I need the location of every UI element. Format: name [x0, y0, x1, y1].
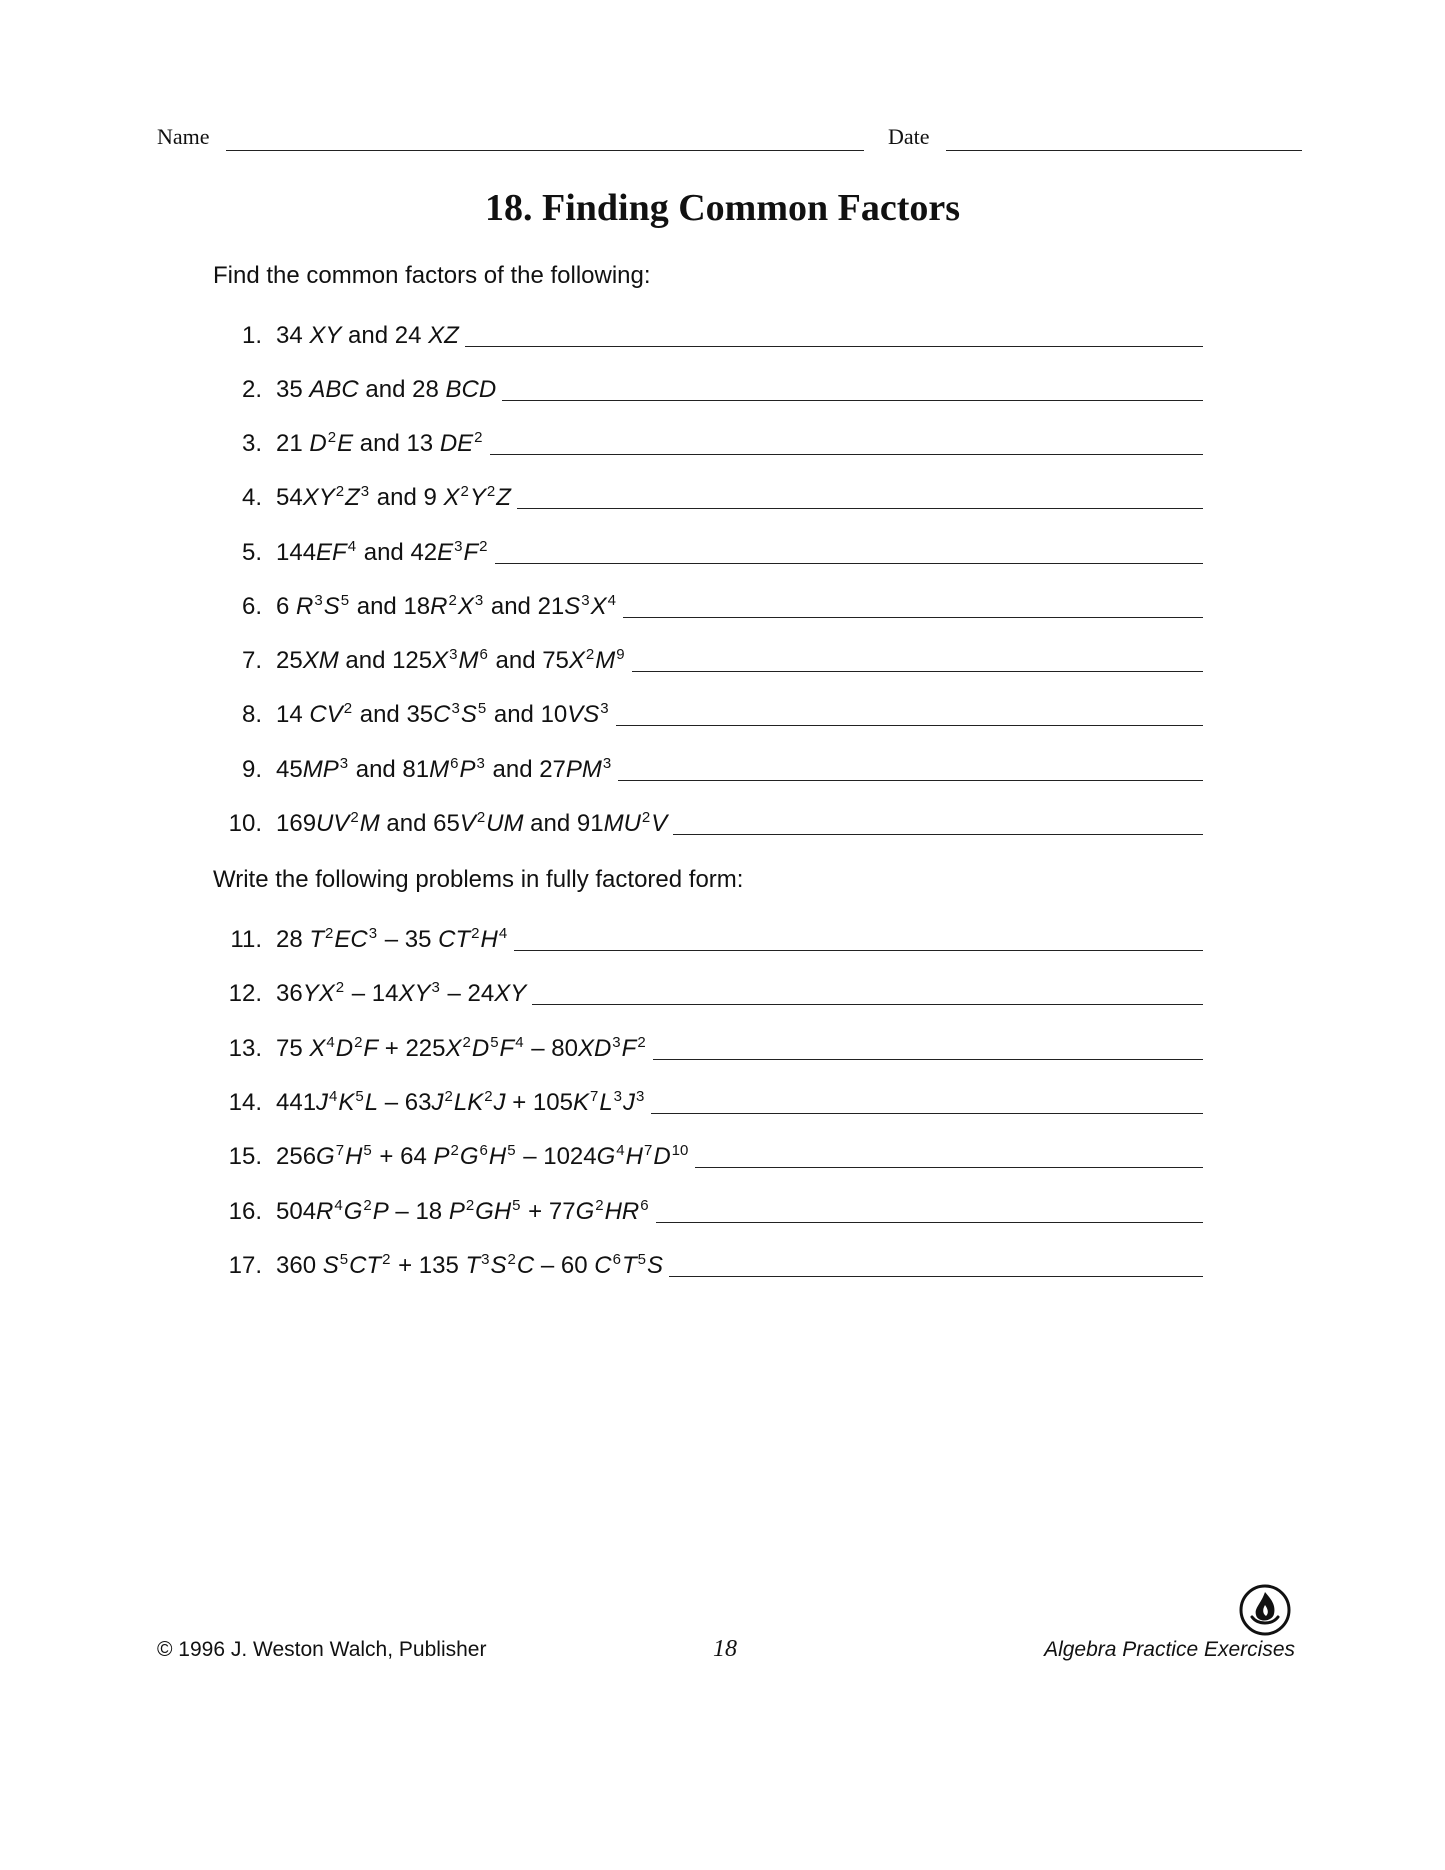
problem-expression: $45MP^3$ and $81M^6P^3$ and $27PM^3$ [276, 755, 612, 783]
problem-number: 15. [228, 1143, 262, 1170]
section2-instruction: Write the following problems in fully factored form: [213, 866, 744, 893]
problem-17 [213, 1236, 1203, 1280]
problem-number: 17. [228, 1252, 262, 1279]
problem-4 [213, 468, 1203, 512]
answer-line[interactable] [695, 1167, 1203, 1168]
problem-number: 13. [228, 1035, 262, 1062]
problem-5 [213, 523, 1203, 567]
problem-3 [213, 414, 1203, 458]
problem-expression: 6 $R^3S^5$ and $18R^2X^3$ and $21S^3X^4$ [276, 592, 616, 620]
problem-number: 11. [230, 926, 262, 953]
problem-number: 8. [241, 701, 262, 728]
answer-line[interactable] [618, 780, 1203, 781]
problem-number: 3. [241, 430, 262, 457]
problem-expression: 35 ABC and 28 BCD [276, 376, 497, 403]
problem-expression: 34 XY and 24 XZ [276, 322, 459, 349]
date-label: Date [888, 124, 930, 149]
problem-10 [213, 794, 1203, 838]
answer-line[interactable] [656, 1222, 1203, 1223]
problem-6 [213, 577, 1203, 621]
problem-number: 14. [228, 1089, 262, 1116]
problem-expression: 360 $S^5CT^2 + 135$ $T^3S^2C - 60$ $C^6T^5S$ [276, 1251, 663, 1279]
answer-line[interactable] [632, 671, 1203, 672]
problem-expression: 75 $X^4D^2F + 225X^2D^5F^4 - 80XD^3F^2$ [276, 1034, 646, 1062]
answer-line[interactable] [514, 950, 1203, 951]
answer-line[interactable] [532, 1004, 1203, 1005]
name-field-line[interactable] [226, 150, 864, 151]
answer-line[interactable] [623, 617, 1203, 618]
answer-line[interactable] [495, 563, 1203, 564]
problem-expression: 28 $T^2EC^3 - 35$ $CT^2H^4$ [276, 925, 508, 953]
problem-number: 6. [241, 593, 262, 620]
problem-16 [213, 1182, 1203, 1226]
date-field-line[interactable] [946, 150, 1302, 151]
answer-line[interactable] [616, 725, 1203, 726]
answer-line[interactable] [673, 834, 1203, 835]
answer-line[interactable] [502, 400, 1203, 401]
problem-11 [213, 910, 1203, 954]
problem-number: 1. [241, 322, 262, 349]
problem-number: 7. [241, 647, 262, 674]
problem-1 [213, 306, 1203, 350]
section1-instruction: Find the common factors of the following: [213, 262, 651, 289]
problem-expression: $36YX^2 - 14XY^3 - 24XY$ [276, 979, 527, 1007]
problem-expression: $144EF^4$ and $42E^3F^2$ [276, 538, 488, 566]
problem-7 [213, 631, 1203, 675]
problem-15 [213, 1127, 1203, 1171]
name-label: Name [157, 124, 210, 149]
problem-expression: $441J^4K^5L - 63J^2LK^2J + 105K^7L^3J^3$ [276, 1088, 645, 1116]
problem-number: 9. [241, 756, 262, 783]
problem-number: 2. [241, 376, 262, 403]
problem-expression: $256G^7H^5 + 64$ $P^2G^6H^5 - 1024G^4H^7D^{10}$ [276, 1142, 689, 1170]
problem-2 [213, 360, 1203, 404]
copyright-text: © 1996 J. Weston Walch, Publisher [157, 1638, 487, 1661]
problem-9 [213, 740, 1203, 784]
answer-line[interactable] [517, 508, 1203, 509]
problem-number: 10. [228, 810, 262, 837]
problem-expression: $169UV^2M$ and $65V^2UM$ and $91MU^2V$ [276, 809, 668, 837]
problem-expression: $54XY^2Z^3$ and 9 $X^2Y^2Z$ [276, 483, 511, 511]
problem-13 [213, 1019, 1203, 1063]
page-number: 18 [713, 1636, 737, 1662]
answer-line[interactable] [490, 454, 1203, 455]
book-title: Algebra Practice Exercises [1044, 1638, 1295, 1661]
problem-expression: 21 $D^2E$ and 13 $DE^2$ [276, 429, 483, 457]
problem-12 [213, 964, 1203, 1008]
problem-number: 5. [241, 539, 262, 566]
problem-14 [213, 1073, 1203, 1117]
problem-expression: 25XM and $125X^3M^6$ and $75X^2M^9$ [276, 646, 625, 674]
answer-line[interactable] [465, 346, 1203, 347]
problem-number: 4. [241, 484, 262, 511]
problem-expression: $504R^4G^2P - 18$ $P^2GH^5 + 77G^2HR^6$ [276, 1197, 649, 1225]
answer-line[interactable] [651, 1113, 1203, 1114]
problem-number: 12. [228, 980, 262, 1007]
answer-line[interactable] [653, 1059, 1203, 1060]
problem-expression: 14 $CV^2$ and $35C^3S^5$ and $10VS^3$ [276, 700, 609, 728]
answer-line[interactable] [669, 1276, 1203, 1277]
problem-8 [213, 685, 1203, 729]
worksheet-title: 18. Finding Common Factors [485, 187, 960, 229]
problem-number: 16. [228, 1198, 262, 1225]
flame-logo-icon [1238, 1583, 1292, 1637]
